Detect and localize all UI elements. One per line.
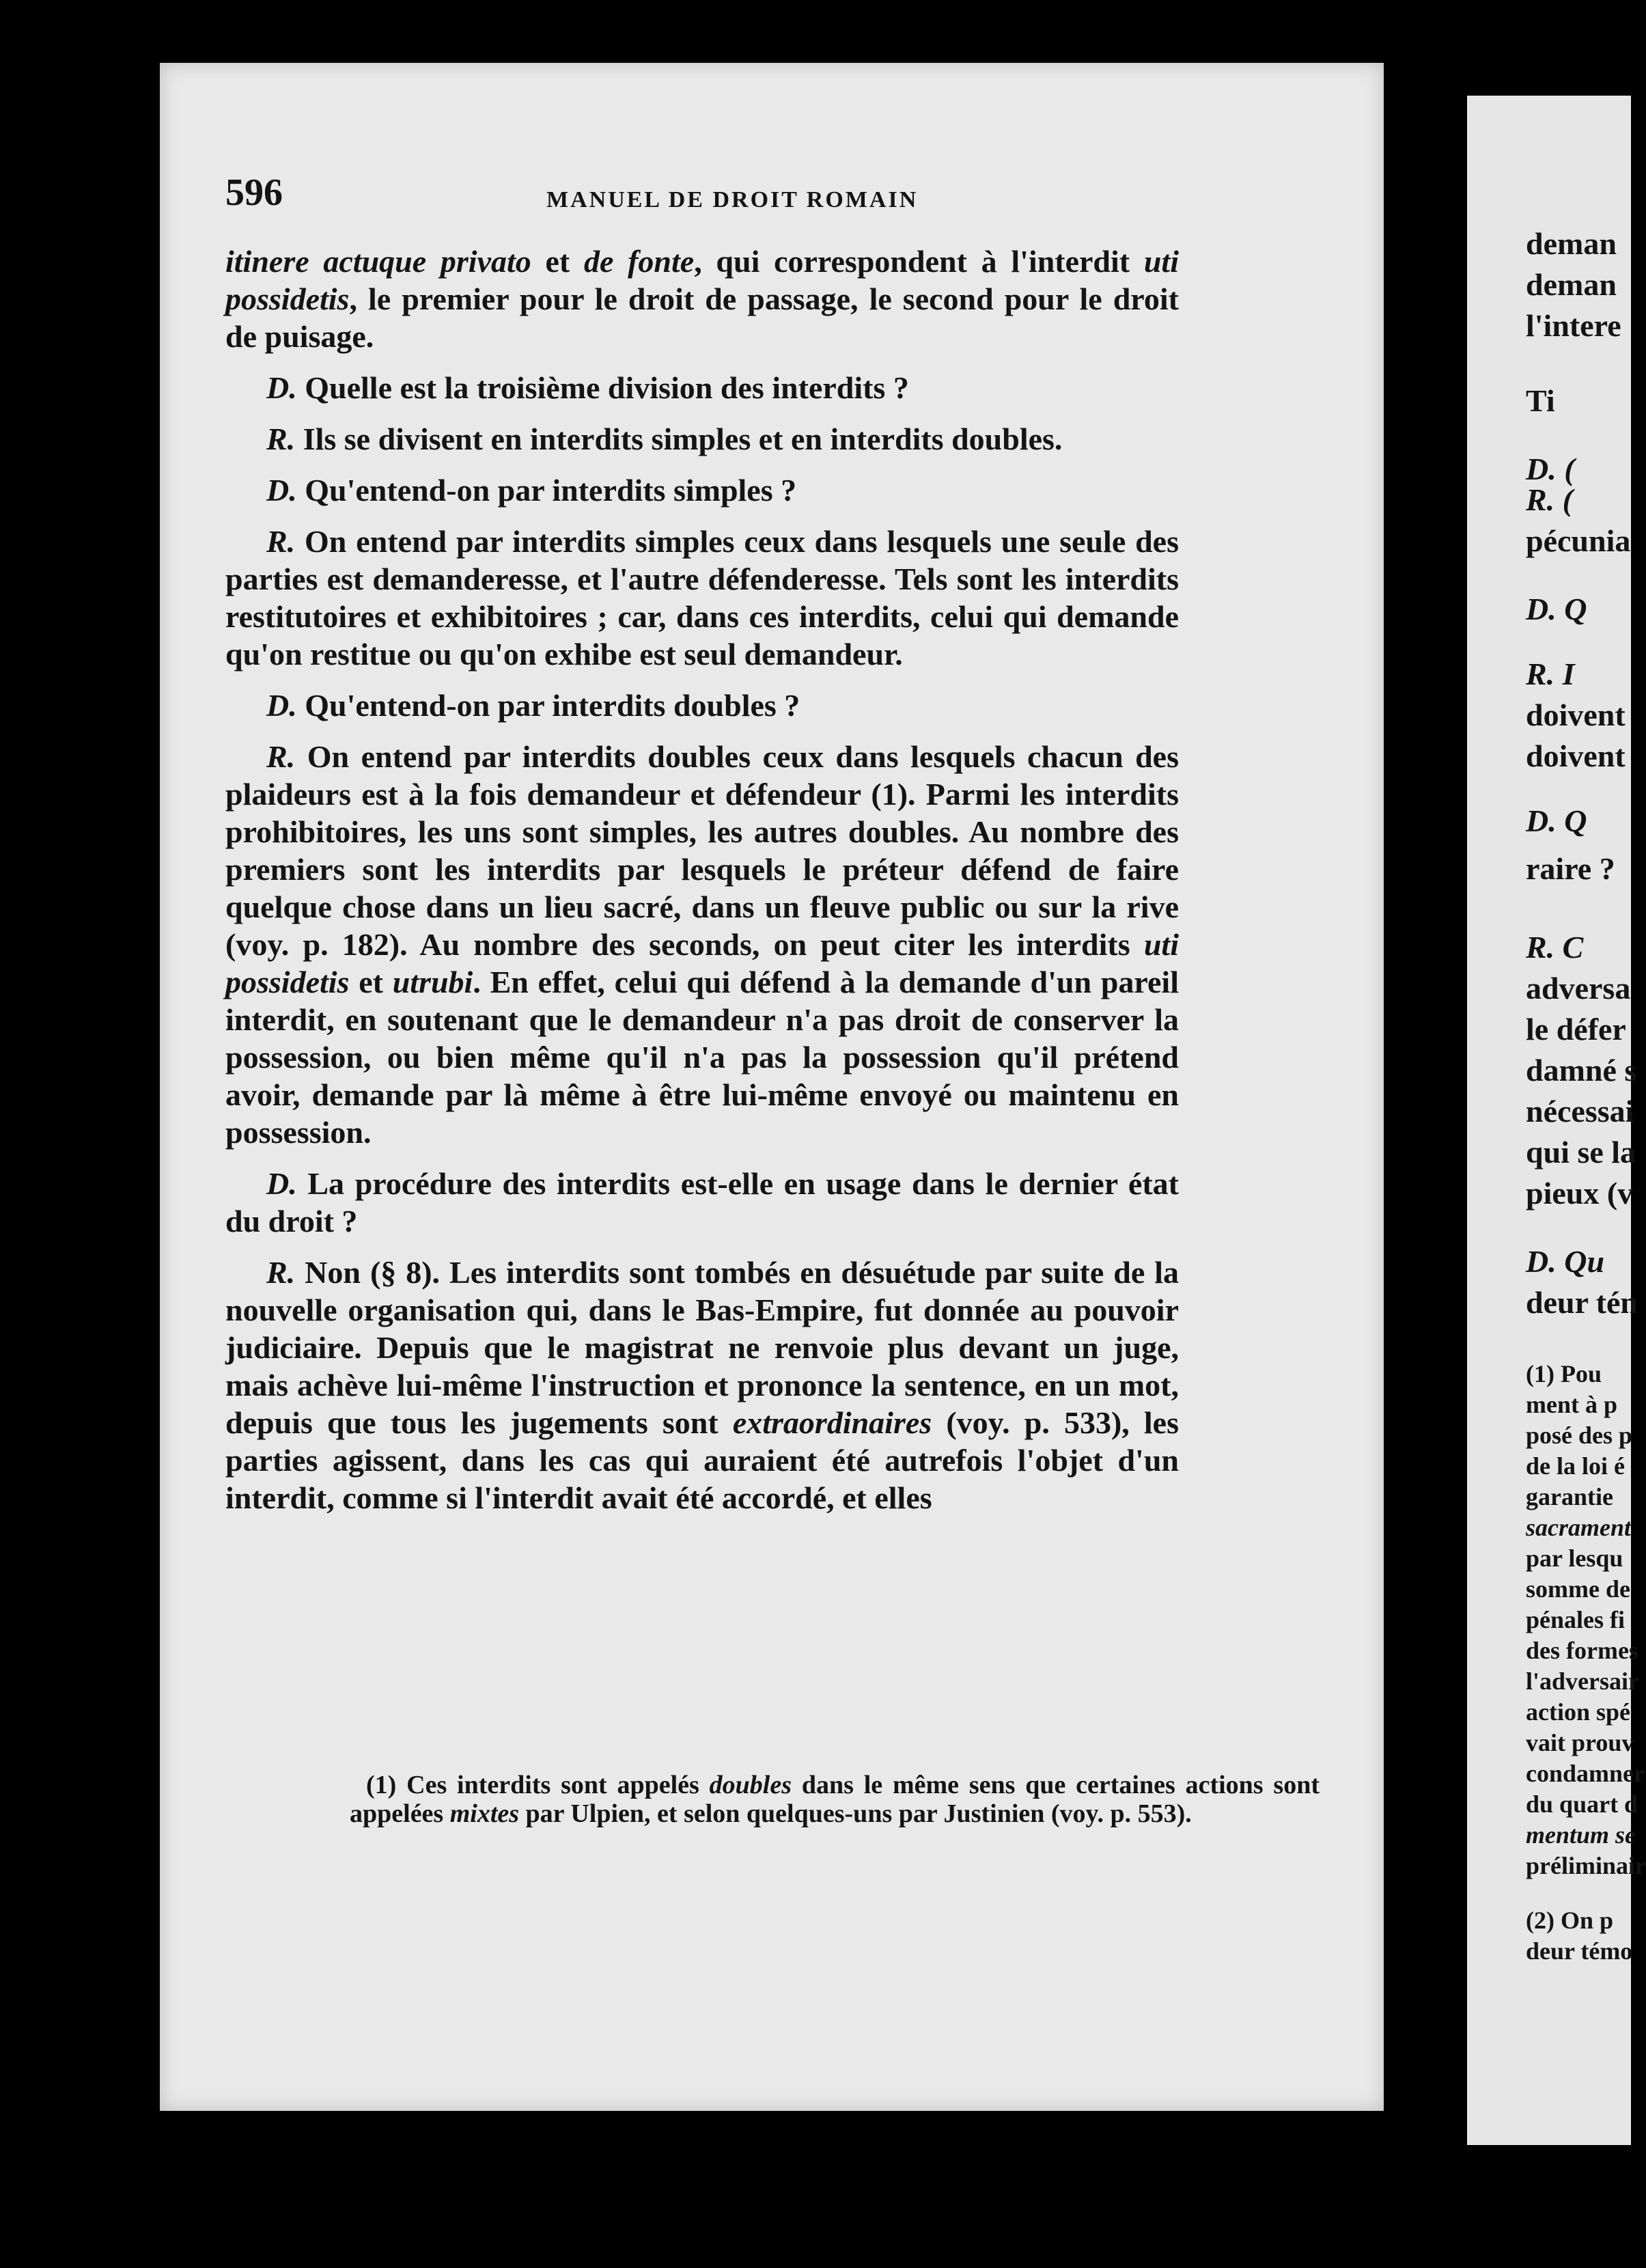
qa-paragraph — [225, 1254, 1179, 1517]
italic-text: D. — [266, 1166, 297, 1201]
text-run: et — [531, 244, 584, 279]
facing-page-line: de la loi é — [1526, 1452, 1625, 1480]
italic-text: doubles — [709, 1771, 792, 1799]
facing-page-line: le défer — [1526, 1012, 1626, 1047]
italic-text: D. — [266, 370, 297, 405]
text-run: On entend par interdits doubles ceux dans lesquels chacun des plaideurs est à la fois demandeur et défendeur (1). Parmi les interdits prohibitoires, les uns sont simples, les autres doubles. Au nombre des premiers sont les interdits par lesquels le préteur défend de faire quelque chose dans un lieu sacré, dans un fleuve public ou sur la rive (voy. p. 182). Au nombre des seconds, on peut citer les interdits — [225, 739, 1179, 962]
facing-page-line: deman — [1526, 226, 1617, 261]
facing-page-line: garantie — [1526, 1483, 1613, 1510]
qa-paragraph — [225, 738, 1179, 1151]
facing-page-line: préliminair — [1526, 1852, 1646, 1879]
text-run: Quelle est la troisième division des interdits ? — [296, 370, 909, 405]
facing-page-line: des formes — [1526, 1637, 1638, 1664]
facing-page-line: qui se la — [1526, 1135, 1636, 1170]
facing-page-line: deur tén — [1526, 1285, 1638, 1320]
facing-page-line: D. Qu — [1526, 1244, 1605, 1279]
running-title: MANUEL DE DROIT ROMAIN — [546, 187, 919, 212]
italic-text: R. — [266, 739, 296, 774]
facing-page-line: D. Q — [1526, 592, 1587, 626]
facing-page-line: par lesqu — [1526, 1545, 1623, 1572]
qa-paragraph — [225, 1165, 1179, 1240]
facing-page-line: damné s — [1526, 1053, 1637, 1088]
facing-page-line: doivent — [1526, 738, 1626, 773]
continuation-paragraph — [225, 243, 1179, 355]
facing-page-line: somme de — [1526, 1575, 1630, 1603]
facing-page-line: adversa — [1526, 971, 1631, 1006]
facing-page-line: R. ( — [1526, 482, 1573, 517]
facing-page-line: condamner — [1526, 1760, 1645, 1787]
italic-text: utrubi — [392, 965, 473, 999]
facing-page-line: (2) On p — [1526, 1907, 1614, 1934]
italic-text: uti possidetis — [225, 244, 1179, 316]
page-header — [225, 171, 1182, 225]
facing-page-line: D. ( — [1526, 452, 1575, 486]
footnote — [350, 1771, 1320, 1828]
facing-page-line: pécunia — [1526, 523, 1631, 558]
facing-page-line: l'adversair — [1526, 1668, 1639, 1695]
facing-page-line: R. I — [1526, 656, 1575, 691]
italic-text: R. — [266, 421, 296, 456]
text-run: La procédure des interdits est-elle en usage dans le dernier état du droit ? — [225, 1166, 1179, 1239]
facing-page-line: D. Q — [1526, 803, 1587, 838]
facing-page-line: ment à p — [1526, 1391, 1617, 1418]
footnote-text — [350, 1771, 1320, 1828]
facing-page-line: raire ? — [1526, 851, 1615, 886]
italic-text: uti possidetis — [225, 927, 1179, 999]
text-run: et — [349, 965, 393, 999]
facing-page-line: l'intere — [1526, 308, 1621, 343]
facing-page-line: nécessai — [1526, 1094, 1634, 1129]
page-number: 596 — [225, 171, 283, 214]
text-run: , le premier pour le droit de passage, le second pour le droit de puisage. — [225, 281, 1179, 354]
text-run: , qui correspondent à l'interdit — [694, 244, 1144, 279]
facing-page-line: du quart d — [1526, 1790, 1638, 1818]
facing-page-line: action spé — [1526, 1698, 1630, 1726]
italic-text: de fonte — [583, 244, 695, 279]
text-run: (1) Ces interdits sont appelés — [366, 1771, 710, 1799]
text-run: par Ulpien, et selon quelques-uns par Justinien (voy. p. 553). — [519, 1799, 1192, 1828]
main-text — [225, 243, 1179, 1530]
facing-page-line: R. C — [1526, 930, 1584, 965]
qa-paragraph — [225, 420, 1179, 458]
qa-paragraph — [225, 687, 1179, 724]
qa-paragraph — [225, 369, 1179, 406]
text-run: . En effet, celui qui défend à la demande d'un pareil interdit, en soutenant que le demandeur n'a pas droit de conserver la possession, ou bien même qu'il n'a pas la possession qu'il prétend avoir, demande par là même à être lui-même envoyé ou maintenu en possession. — [225, 965, 1179, 1150]
facing-page-line: deur témo — [1526, 1937, 1633, 1965]
italic-text: itinere actuque privato — [225, 244, 531, 279]
facing-page-line: posé des p — [1526, 1422, 1633, 1449]
facing-page-line: vait prouv — [1526, 1729, 1634, 1756]
facing-page-line: pieux (v — [1526, 1176, 1634, 1211]
text-run: Ils se divisent en interdits simples et en interdits doubles. — [295, 421, 1063, 456]
text-run: (voy. p. 533), les parties agissent, dans les cas qui auraient été autrefois l'objet d'un interdit, comme si l'interdit avait été accordé, et elles — [225, 1405, 1180, 1515]
facing-page-line: (1) Pou — [1526, 1360, 1602, 1387]
italic-text: mixtes — [449, 1799, 520, 1828]
facing-page-line: sacrament — [1526, 1514, 1632, 1541]
text-run: Non (§ 8). Les interdits sont tombés en désuétude par suite de la nouvelle organisation qui, dans le Bas-Empire, fut donnée au pouvoir judiciaire. Depuis que le magistrat ne renvoie plus devant un juge, mais achève lui-même l'instruction et prononce la sentence, en un mot, depuis que tous les jugements sont — [225, 1255, 1179, 1440]
text-run: dans le même sens que certaines actions sont appelées — [350, 1771, 1320, 1828]
facing-page-fragment — [1467, 96, 1646, 2145]
facing-page-line: doivent — [1526, 697, 1626, 732]
italic-text: D. — [266, 473, 297, 508]
text-run: Qu'entend-on par interdits simples ? — [296, 473, 797, 508]
facing-page-line: mentum se — [1526, 1821, 1636, 1849]
italic-text: extraordinaires — [732, 1405, 932, 1440]
italic-text: R. — [266, 1255, 296, 1290]
facing-page-line: Ti — [1526, 383, 1555, 418]
text-run: Qu'entend-on par interdits doubles ? — [296, 688, 800, 723]
facing-page-line: pénales fi — [1526, 1606, 1626, 1633]
italic-text: D. — [266, 688, 297, 723]
text-run: On entend par interdits simples ceux dans lesquels une seule des parties est demanderesse, et l'autre défenderesse. Tels sont les interdits restitutoires et exhibitoires ; car, dans ces interdits, celui qui demande qu'on restitue ou qu'on exhibe est seul demandeur. — [225, 524, 1179, 672]
italic-text: R. — [266, 524, 296, 559]
facing-page-line: deman — [1526, 267, 1617, 302]
qa-paragraph — [225, 523, 1179, 673]
qa-paragraph — [225, 471, 1179, 509]
